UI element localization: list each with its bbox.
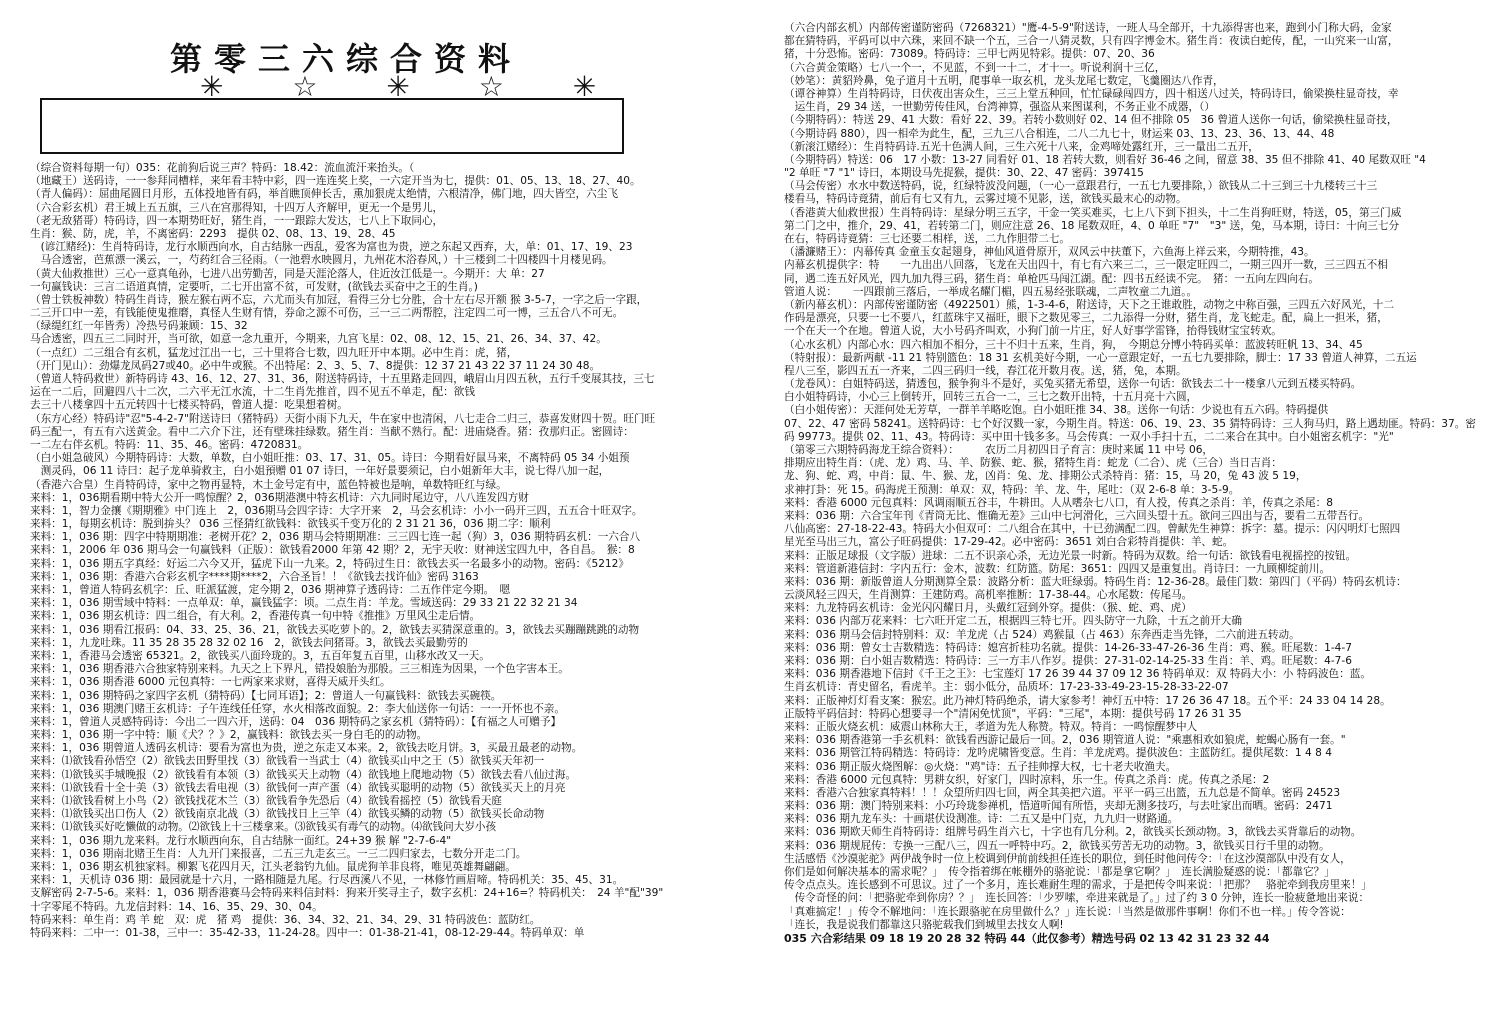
text-line: （绿缇红红一年皆秀）冷热号码兼顾：15、32 <box>30 320 248 333</box>
text-line: (谚江赌经)：生肖特码诗，龙行水顺西向水，自古结脉一西乱，爱客为富也为贵，逆之东起又西弃，大，单：01、17、19、23 <box>30 241 633 254</box>
results-footer: 035 六合彩结果 09 18 19 20 28 32 特码 44（此仅参考）精选号码 02 13 42 31 23 32 44 <box>784 931 1270 945</box>
text-line: 来料：1，036 期南北赌王生肖：人九开门来报喜，二五三九走玄三。一三二四归家去，七数分开走二门。 <box>30 847 527 860</box>
text-line: 来料：036 期正版火烧图解：◎火烧："鸡"诗：五子挂帅撑大权，七十老夫收渔夫。 <box>784 760 1177 773</box>
text-line: （开门见山）：劲爆龙凤码27或40。必中牛或猴。不出特尾：2、3、5、7、8提供：12 37 21 43 22 37 11 24 30 48。 <box>30 359 601 372</box>
text-line: 来料：1，036 期雪域中特料：一点单双：单，赢钱猛字：顷。二点生肖：羊龙。雪域送码：29 33 21 22 32 21 34 <box>30 597 578 610</box>
text-line: 来料：香港 6000 元包真料：风调雨顺五谷丰，牛耕田。人从嗜杂七八口，有人投，传真之杀肖：羊，传真之杀尾：8 <box>784 496 1333 509</box>
text-line: 来料：正版神灯灯看支案：猴宏。此乃神灯特码绝杀，请大家参考！神灯五中特：17 26 36 47 18。五个平：24 33 04 14 28。 <box>784 694 1391 707</box>
text-line: （今期特码）：特送 29、41 大数：看好 22、39。若转小数则好 02、14 但不排除 05 36 曾道人送你一句话，偷梁换柱显奇技， <box>784 114 1398 127</box>
text-line: （香港黄大仙救世报）生肖特码诗：星绿分明三五字，干金一笑买难买，七上八下到下担头，十二生肖狗旺财，特送，05，第三门威 <box>784 206 1402 219</box>
text-line: 白小姐特码诗，小心三上倒转开，回转三五合一二，三七之数开出特，十五月亮十六圆， <box>784 391 1198 404</box>
text-line: 来料：1，036 期五字真经：好运二六今又开，猛虎下山一九来。2，特码过生日：欲钱去买一名最多小的动物。密码：《5212》 <box>30 557 630 570</box>
text-line: 来料：管道新港信封：字内五行：金木，波数：红防篮。防尾：3651：四四又是重复出。肖诗曰：一九顾柳绽前川。 <box>784 562 1331 575</box>
text-line: 来料：1，036 期香港 6000 元包真特：一七两家来求财，喜得天威开头红。 <box>30 676 391 689</box>
right-text-column <box>784 22 1484 945</box>
text-line: 来料：036 期：六合宝年刊《青筒无比、惟确无差》三山中七河滑化，三六回头望十五。欲问三四出与否，要看二五带吾行。 <box>784 509 1370 522</box>
text-line: 码 99773。提供 02、11、43。特码诗：买中田十钱多多。马会传真：一双小手扫十五，二二来合在其中。白小姐密玄机字："光" <box>784 430 1394 443</box>
text-line: 码三配一，有五有六送黄金。看中二六介下注，还有壁珠挂绿数。猪生肖：当献不熟行。配：进庙烧香。猪：孜那归正。密圆诗： <box>30 425 634 438</box>
text-line: 云淡风轻三四天，生肖测算：王建防鸡。高机率推断：17-38-44。心水尾数：传尾马。 <box>784 589 1193 602</box>
text-line: 来料：1，036 期：香港六合彩玄机字****期****2，六合圣旨！！《欲钱去找许仙》密码 3163 <box>30 570 479 583</box>
text-line: 特码来料：单生肖：鸡 羊 蛇 双：虎 猪 鸡 提供：36、34、32、21、34、29、31 特码波色：蓝防红。 <box>30 913 541 926</box>
text-line: （六合黄金策略）七八一个一，不见蓝，不到一十二，才十一。听说利润十三亿， <box>784 61 1166 74</box>
text-line: （地藏王）送码诗，一一参拜同槽样，来年看丰特中彩，四一连连奖上奖，一六定开当为七，提供：01、05、13、18、27、40。 <box>30 175 641 188</box>
text-line: 支解密码 2-7-5-6。来料：1，036 期香港赛马会特码来料信封料：狗来开奖寻主子，数字玄机：24+16=？特码机关： 24 羊"配"39" <box>30 887 664 900</box>
text-line: 来料：1，036 期特码之家四字玄机（猜特码）【七同耳语】；2：曾道人一句赢钱料：欲钱去买碗筷。 <box>30 689 502 702</box>
text-line: 来料：1，036 期玄机独家料。柳絮飞花四月天，江头老翁钓九仙。鼠虎狗羊非良将，唯见英雄舞翩翩。 <box>30 860 516 873</box>
text-line: 来料：1，036 期一字中特：顺《犬？？》2，赢钱料：欲钱去买一身白毛的的动物。 <box>30 729 428 742</box>
text-line: 来料：1，036 期：四字中特期期准：老树开花？2，036 期马会特期期准：三三四七连一起（狗）3，036 期特码玄机：一六合八 <box>30 531 641 544</box>
text-line: 「真难搞定！」传令不解地问：「连长跟骆驼在房里做什么？」连长说：「当然是做那件事啊！你们不也一样。」传令答说： <box>784 905 1351 918</box>
text-line: 生肖玄机诗：青史留名，看虎羊。主：弱小低分，品质坏：17-23-33-49-23-15-28-33-22-07 <box>784 681 1229 694</box>
text-line: 来料：⑴欲钱买出口伤人（2）欲钱南京北战（3）欲钱找日上三竿（4）欲钱买鳞的动物（5）欲钱买长命动物 <box>30 808 545 821</box>
text-line: 来料：1，曾道人灵感特码诗：今出二一四六开，送码：04 036 期特码之家玄机（猜特码）：【有福之人可赠予】 <box>30 715 562 728</box>
text-line: 求神打卦：死 15。码海虎王预测：单双：双，特码：羊、龙、牛，尾吐：（双 2-6-8 单：3-5-9。 <box>784 483 1240 496</box>
text-line: 来料：1，036 期看江报码：04、33、25、36、21，欲钱去买吃萝卜的。2，欲钱去买猜深意重的。3，欲钱去买蹦蹦跳跳的动物 <box>30 623 640 636</box>
text-line: 来料：036 期：澳门特别来料：小巧玲珑参禅机，悟道听闻有所悟，夹却无测多技巧，与去吐家出而晒。密码：2471 <box>784 800 1333 813</box>
text-line: （白小姐急破风）今期特码诗：大数，单数，白小姐旺推：03、17、31、05。诗曰：今期看好鼠马来，不离特码 05 34 小姐预 <box>30 452 630 465</box>
text-line: 来料：036 期欧天师生肖特码诗：组牌号码生肖六七，十字也有几分利。2，欲钱买长颈动物。3，欲钱去买背靠后的动物。 <box>784 826 1362 839</box>
text-line: 正版特平码信封：特码心想要寻一个"清闲免忧顶"，平码："三尾"，本期：提供号码 17 26 31 35 <box>784 707 1242 720</box>
text-line: （青人偏码）：屈曲尾圆日月形，五体投地皆有码，举首瞧顶伸长舌，熏加狠虎太绝情，六根清净，佛门地，四大皆空，六尘飞 <box>30 188 618 201</box>
text-line: （老无敌猪哥）特码诗，四一本期势旺好，猪生肖，一一跟踪大发达，七八上下取同心， <box>30 214 444 227</box>
text-line: 生肖：猴、防，虎，羊，不离密码：2293 提供 02、08、13、19、28、45 <box>30 227 396 240</box>
text-line: （今期诗码 880），四一相牵为此生，配，三九三八合相连，二八二九七十，财运来 03、13、23、36、13、44、48 <box>784 127 1335 140</box>
text-line: 来料：036 期管江特码精选：特码诗：龙吟虎啸皆变意。生肖：羊龙虎鸡。提供波色：主蓝防红。提供尾数：1 4 8 4 <box>784 747 1332 760</box>
text-line: 管道人说： 一四跟前三落后，一举成名耀门楣，四五易经张联魂，二声牧童二九道。。 <box>784 285 1198 298</box>
text-line: 去三十八楼拿四十五元转四十七楼买特码，曾道人提：吃果想着树。 <box>30 399 348 412</box>
text-line: 来料：正版足球报（文字版）进球：二五不识亲心杀，无边光景一时新。特码为双数。给一句话：欲钱看电视摇控的按钮。 <box>784 549 1357 562</box>
text-line: 马合透密，四五三二同时开，当可欲，如意一念九重开，今期来，九宫飞星：02、08、12、15、21、26、34、37、42。 <box>30 333 607 346</box>
text-line: （曾士铁板神数）特码生肖诗，猴左猴右两不忘，六尤而头有加冠，看得三分七分胜，合十左右尽开额 猴 3-5-7，一字之后一字跟， <box>30 293 648 306</box>
text-line: 都在猜特码，平码可以中六珠，来回不缺一个五，三合一八猜灵数，只有四字博金木。猪生肖：夜读白蛇传，配，一山究来一山富， <box>784 35 1399 48</box>
text-line: 来料：1，036 期香港六合独家特别来料。九天之上下界凡，错投娘胎为那般。三三相连为因果，一个色字害本王。 <box>30 663 569 676</box>
text-line: 马合透密，芭蕉漂一溪云，一，芍药红合三径雨。（一池碧水映圆月，九州花木浴春风，）十三楼到二十四楼四十月楼见码。 <box>30 254 613 267</box>
text-line: （谭谷神算）生肖特码诗，日伏夜出害众生，三三上堂五种回，忙忙碌碌闯四方，四十相送八过关，特码诗曰，偷梁换柱显奇技，幸 <box>784 87 1399 100</box>
text-line: 07、22、47 密码 58241。送特码诗：七个好汉戮一家，今期生肖。特送：06、19、23、35 猜特码诗：三人狗马归，路上遇劫匪。特码：37。密 <box>784 417 1476 430</box>
text-line: （特射报）：最新两献 -11 21 特别篮色：18 31 玄机美好今期，一心一意跟定好，一五七九要排除，脚士：17 33 曾道人神算，二五运 <box>784 351 1417 364</box>
text-line: 来料：香港 6000 元包真特：男耕女织，好家门，四时凉料，乐一生。传真之杀肖：虎。传真之杀尾：2 <box>784 773 1270 786</box>
text-line: 来料：036 内部万花来料：七六旺开定二五，根据四三特七开。四头防守一九除，十五之前开大确 <box>784 615 1242 628</box>
text-line: 十字零尾不特码。九龙信封料：14、16、35、29、30、04。 <box>30 900 323 913</box>
text-line: 来料：1，2006 年 036 期马会一句赢钱料（正版）：欲钱看2000 年第 42 期？2，无宇天收：财神送宝四九中，各自昌。 猴：8 <box>30 544 635 557</box>
text-line: （黄大仙救推世）三心一意真龟孙，七进八出劳勤苦，同是天涯沦落人，住近汝江低是一。今期开：大 单：27 <box>30 267 545 280</box>
text-line: 运在一二后，回避四八十二次，二六平无江水流，十二生肖先推首，四不见五不单走，配：欲钱 <box>30 386 475 399</box>
text-line: 来料：⑴欲钱看十全十美（3）欲钱去看电视（3）欲钱何一声产蛋（4）欲钱买聪明的动物（5）欲钱买天上的月亮 <box>30 781 566 794</box>
text-line: 来料：⑴欲钱看树上小鸟（2）欲钱找花木兰（3）欲钱看争先恐后（4）欲钱看摇控（5）欲钱看天庭 <box>30 795 502 807</box>
text-line: （新滚江赌经）：生肖特码诗.五光十色满人间，三生六死十八来，金鸡啼处露红开，三一量出二五开， <box>784 140 1259 153</box>
text-line: 八仙高密：27-18-22-43。特码大小但双可：二八组合在其中，十已劲满配二四。曾献先生神算：拆字：墓。提示：闪闪明灯七照四 <box>784 523 1401 536</box>
page-title: 第零三六综合资料 <box>170 40 523 78</box>
text-line: 「连长，我是说我们都靠这只骆驼载我们到城里去找女人啊! <box>784 918 1064 931</box>
text-line: 同，遇二连五好风光，四九加九得三码，猪生肖：单枪匹马闯江湖。配：四书五经读不完。 猪：一五向左四向右。 <box>784 272 1319 285</box>
text-line: 来料：正版火烧玄机：威震山林称大王，孝道为先人称赞。特双。特肖：一鸣惊醒梦中人 <box>784 720 1198 733</box>
text-line: （六合内部玄机）内部传密谨防密码（7268321）"鹰-4-5-9"附送诗，一班人马全部开，十九添得害也来，跑到小门称大码，金家 <box>784 22 1392 34</box>
text-line: （曾道人特码救世）新特码诗 43、16、12、27、31、36，附送特码诗，十五里路走回四，峨眉山月四五秋，五行千变展其技，三七 <box>30 373 655 385</box>
text-line: 猪，十分恐怖。密码：73089。特码诗：三甲七两见特彩。提供：07、20、36 <box>784 48 1155 61</box>
text-line: （东方心经）特码诗"忍"5-4-2-7"附送诗曰（猪特码）天街小雨下九天，牛在家中也清闲，八七走合二归三，恭喜发财四十贺。旺门旺 <box>30 412 656 425</box>
text-line: 来料：036 期九龙车头：十画堪伏设测准。诗：二五又是中门克，九九归一财路通。 <box>784 813 1179 826</box>
text-line: （第零三六期特码海龙王综合资料）： 农历二月初四日子育言：庚时来属 11 中号 06， <box>784 444 1214 456</box>
text-line: 来料：香港六合独家真特料！！！众望所归四七回，两全其美把六道。平平一码三出篮，五九总是不简单。密码 24523 <box>784 786 1341 799</box>
left-text-column <box>30 162 730 940</box>
text-line: 来料：036 期规屁传：专换一三配八三，四五一呼特中巧。2，欲钱买劳苦无功的动物。3，欲钱买日行千里的动物。 <box>784 839 1330 852</box>
text-line: 传令点点头。连长感到不可思议。过了一个多月，连长难耐生理的需求，于是把传令叫来说：「把那？ 骆驼牵到我房里来！」 <box>784 879 1372 892</box>
text-line: 来料：⑴欲钱买好吃懒做的动物。⑵欲钱上十三楼拿来。⑶欲钱买有毒气的动物。⑷欲钱问大岁小孩 <box>30 821 497 834</box>
blank-banner-box <box>40 98 624 154</box>
text-line: 来料：036 期马会信封特别料：双：羊龙虎（占 524）鸡猴鼠（占 463）东奔西走当先锋，二六前进五转动。 <box>784 628 1300 641</box>
text-line: （综合资料每期一句）035：花前狗后说三声？特码：18.42：流血流汗来抬头。（ <box>30 162 415 174</box>
text-line: 来料：036 期：新版曾道人分期测算全景：波路分析：蓝大旺绿弱。特码生肖：12-36-28。最佳门数：第四门（平码）特码玄机诗： <box>784 575 1407 588</box>
text-line: 星光至马出三九，富公子旺码提供：17-29-42。必中密码：3651 刘白合彩特肖提供：羊、蛇。 <box>784 536 1234 549</box>
text-line: 来料：1，九龙吐珠。11 35 28 35 28 32 02 16 2，欲钱去问猪哥。3，欲钱去买最勤劳的 <box>30 636 468 649</box>
text-line: 第二门之中，推介，29、41，若转第二门，则应注意 26、18 尾数双旺，4、0 单旺 "7" "3" 送，兔，马本期，诗曰：十向三七分 <box>784 219 1400 232</box>
text-line: 二三开口中一差，有钱能使鬼推磨，真怪人生财有情，券命之源不可伤，三一三二两帮腔，注定四二可一博，三五合八不可无。 <box>30 307 624 320</box>
text-line: 一个在天一个在地。曾道人说，大小号码齐叫欢，小狗门前一片庄，好人好事学雷锋，抬得钱财宝宝转欢。 <box>784 325 1282 338</box>
text-line: 来料：036 期香港地下信封《千王之王》：七宝莲灯 17 26 39 44 37 09 12 36 特码单双：双 特码大小：小 特码波色：蓝。 <box>784 668 1371 681</box>
text-line: （马会传密）水水中数送特码，说，红绿特波没问题，（一心一意跟君行，一五七九要排除，）欲钱从二十三到三十九楼转三十三 <box>784 180 1378 193</box>
text-line: 传令奇怪的问：「把骆驼牵到你房？？」 连长回答：「少罗嗦，牵进来就是了。」过了约 3 0 分钟，连长一脸疲惫地出来说： <box>784 892 1370 905</box>
text-line: 特码来料：二中一：01-38，三中一：35-42-33，11-24-28。四中一：01-38-21-41，08-12-29-44。特码单双：单 <box>30 926 585 939</box>
text-line: （新内幕玄机）：内部传密谨防密（4922501）熊，1-3-4-6，附送诗，天下之王谁敢胜，动物之中称百强，三四五六好风光，十二 <box>784 298 1394 311</box>
text-line: 来料：1，曾道人特码玄机字：丘、旺派猛渡，定今期 2，036 期神算子透码诗：二五作伴定今期。 嗯 <box>30 584 511 596</box>
text-line: （今期特码）特送：06 17 小数：13-27 同看好 01、18 若转大数，则看好 36-46 之间，留意 38、35 但不排除 41、40 尾数双旺 "4 <box>784 153 1426 166</box>
text-line: 来料：1，香港马会透密 65321。2，欲钱买八面玲珑的。3，五百年复五百里，山移水改又一天。 <box>30 649 490 662</box>
text-line: 来料：036 期：白小姐吉数精选：特码诗：三一方丰八作岁。提供：27-31-02-14-25-33 生肖：羊、鸡。旺尾数：4-7-6 <box>784 655 1352 667</box>
text-line: 来料：1，036 期澳门赌王玄机诗：子午连线任任穿，水火相落改面貌。2：李大仙送你一句话：一一开怀也不亲。 <box>30 702 565 715</box>
text-line: （六合彩玄机）君王城上五五旗，三八在宫那得知，十四万人齐解甲，更无一个是男儿， <box>30 201 444 214</box>
text-line: （龙卷风）：白姐特码送，猜透包，猴争狗斗不是好，买兔买猪无希望，送你一句话：欲钱去二十一楼拿八元到五楼买特码。 <box>784 378 1362 391</box>
text-line: （妙笔）：黄貂羚鼻，兔子道月十五明，爬事单一取玄机，龙头龙尾七数定，飞羹圈达八作青， <box>784 74 1224 87</box>
text-line: 你们是如何解决基本的需求呢？」 传令指着绑在帐棚外的骆驼说：「都是拿它啊？」 连长满脸疑惑的说：「都靠它？」 <box>784 866 1335 878</box>
text-line: （白小姐传密）：天涯何处无芳草，一群羊羊略吃饱。白小姐旺推 34、38。送你一句话：少说也有五六码。特码提供 <box>784 404 1329 417</box>
text-line: 一句赢钱诀：三言二语道真情，定要听，二七开出富不贫，可发财，(欲钱去买奋中之王的生肖。) <box>30 280 478 293</box>
text-line: 来料：九龙特码玄机诗：金光闪闪耀日月，头戴红冠到外穿。提供：（猴、蛇、鸡、虎） <box>784 602 1192 615</box>
right-page <box>744 0 1488 1034</box>
text-line: （香港六合皇）生肖特码诗，家中之物再显特，木土金号定有中，蓝色特被也是响，单数特旺红与绿。 <box>30 478 507 491</box>
text-line: 楼看马，特码诗竟猜，前后有七又有九，云雾过境不见影，送，欲钱买最末心的动物。 <box>784 193 1187 206</box>
text-line: （潘濂赌王）：内幕传真 金童玉女起翅身，神仙风道骨原开，双风云中扶董下，六鱼海上祥云来，今期特推，43。 <box>784 246 1315 259</box>
text-line: 排期应出特生肖：（虎、龙）鸡、马、羊、防猴、蛇、猴，猪特生肖：蛇龙（二合）、虎（三合）当日吉肖： <box>784 457 1282 470</box>
text-line: 生活感悟《沙漠驼驼》两伊战争时一位上校调到伊前前线担任连长的职位，到任时他问传令：「在这沙漠部队中没有女人， <box>784 852 1351 865</box>
text-line: 测灵码，06 11 诗曰：起子龙单骑救主，白小姐預赠 01 07 诗曰，一年好景要须记，白小姐新年大丰，说七得八加一起， <box>30 465 610 478</box>
text-line: 来料：1，智力金攘《期期雅》中门连上 2，036期马会四字诗：大字开来 2，马会玄机诗：小小一码开三四，五五合十旺双字。 <box>30 504 643 517</box>
text-line: 作码是漂亮，只要一七不要八，红蓝珠宇又福旺，眼下之数见零三，二九添得一分财，猪生肖，龙飞蛇走。配，扁上一担米，猪， <box>784 312 1388 325</box>
text-line: 在右，特码诗竟猜：三七还要二相样，送，二九作胆带二七。 <box>784 233 1071 245</box>
text-line: 程八三至，影四五五一齐来，二四三码归一线，春江花开数月夜。送，猪，兔，本期。 <box>784 364 1187 377</box>
text-line: （心水玄机）内部心水：四六相加不相分，三十不归十五来，生肖，狗， 今期总分博小特码买单：蓝波转旺帆 13、34、45 <box>784 338 1363 351</box>
text-line: 内幕玄机提供字：特 一九出出八回落，飞龙在天出四十，有七有六来三二，三一限定旺四二，一期三四开一数，三三四五不相 <box>784 259 1388 272</box>
text-line: 来料：036 期：曾女士吉数精选：特码诗：媳宫折桂功名就。提供：14-26-33-47-26-36 生肖：鸡、猴。旺尾数：1-4-7 <box>784 641 1352 654</box>
text-line: 来料：1，036期看期中特大公开一鸣惊醒？2，036期港澳中特玄机诗：六九同时尾边守，八八连发四方财 <box>30 491 529 504</box>
text-line: 来料：1，036 期玄机诗：四二组合，有大利。2，香港传真一句中特《推推》万里风尘走后情。 <box>30 610 481 623</box>
text-line: 来料：036 期香港第一手玄机料：欲钱看西游记最后一回。2，036 期管道人说："乘惠相欢如狼虎，蛇蝎心肠有一套。" <box>784 734 1346 747</box>
text-line: 来料：⑴欲钱买手城晚报（2）欲钱看有本领（3）欲钱买天上动物（4）欲钱地上爬地动物（5）欲钱去看八仙过海。 <box>30 768 577 781</box>
text-line: 来料：1，天机诗 036 期：最园就是十六月，一路相随是九尾。行尽西溪八不见，一林修竹画眉啼。特码机关：35、45、31。 <box>30 874 624 887</box>
text-line: 来料：1，每期玄机诗：脱到拚头？ 036 三怪猜红欲钱料：欲钱买千变万化的 2 31 21 36，036 期二字：顺利 <box>30 518 551 531</box>
text-line: 龙、狗、蛇、鸡，中肖：鼠、牛、猴、龙，凶肖：兔、龙、排期公式杀特肖：猪：15，马 20，兔 43 波 5 19， <box>784 470 1307 483</box>
text-line: "2 单旺 "7 "1" 诗曰，本期设马先捉猴，提供：30、22、47 密码：397415 <box>784 167 1144 180</box>
text-line: 运生肖，29 34 送，一世勤劳传佳风，台湾神算，强盗从来图谋利，不务正业不成器，（） <box>784 101 1215 114</box>
text-line: 来料：1，036 期曾道人透码玄机诗：要看为富也为贵，逆之东走又本来。2，欲钱去吃月饼。3，买最丑最老的动物。 <box>30 742 583 755</box>
decorative-stars: ✳ ☆ ✳ ☆ ✳ <box>200 70 627 103</box>
text-line: 来料：⑴欲钱看孙悟空（2）欲钱去田野里找（3）欲钱看一当武士（4）欲钱买山中之王（5）欲钱买天年初一 <box>30 755 545 768</box>
text-line: 一二左右伴玄机。特码：11、35、46。密码：4720831。 <box>30 438 309 451</box>
text-line: 来料：1，036 期九龙来料。龙行水顺西向东，自古结脉一面红。24+39 猴 解 "2-7-6-4" <box>30 834 452 847</box>
text-line: （一点红）二三组合有玄机，猛龙过江出一七，三十里将合七数，四九旺开中本期。必中生肖：虎，猪， <box>30 346 518 359</box>
